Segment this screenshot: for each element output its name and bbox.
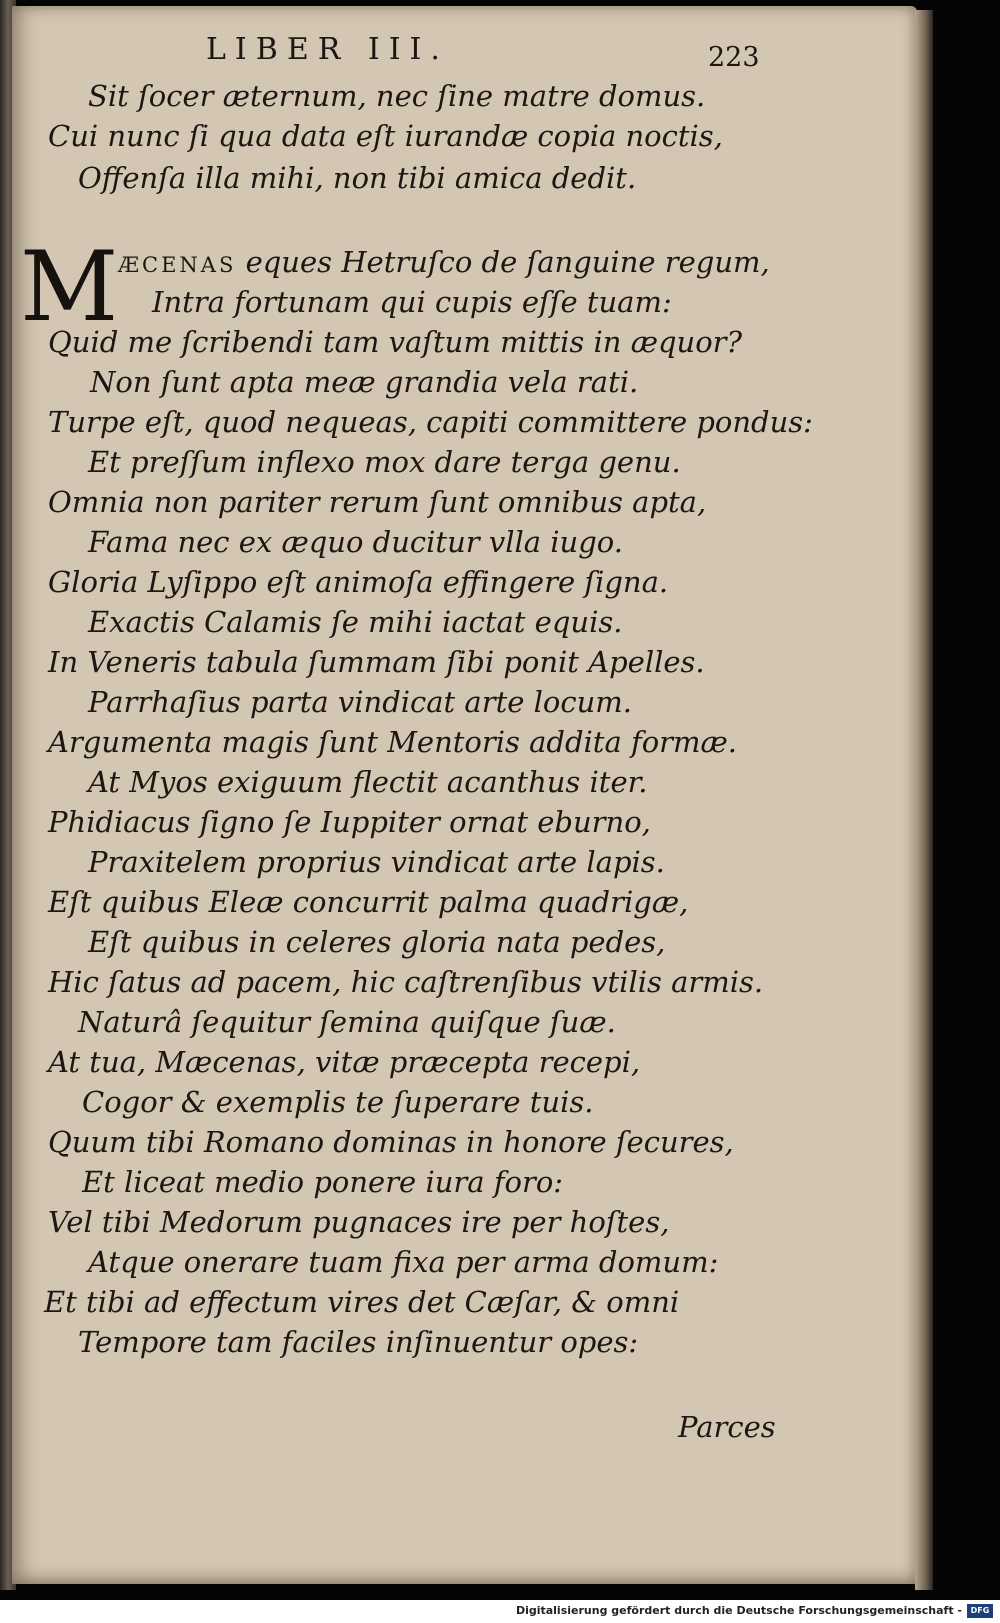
- verse-line: Vel tibi Medorum pugnaces ire per hoſtes,: [48, 1205, 670, 1239]
- digitization-credit: Digitalisierung gefördert durch die Deutsche Forschungsgemeinschaft -: [515, 1604, 962, 1617]
- verse-line: Cui nunc ſi qua data eſt iurandæ copia noctis,: [48, 119, 723, 153]
- verse-line: Quum tibi Romano dominas in honore ſecures,: [48, 1125, 734, 1159]
- catchword: Parces: [678, 1410, 776, 1444]
- verse-line: At tua, Mæcenas, vitæ præcepta recepi,: [48, 1045, 641, 1079]
- dfg-logo-icon: DFG: [967, 1604, 993, 1618]
- verse-line: Eſt quibus Eleæ concurrit palma quadrigæ,: [48, 885, 689, 919]
- drop-cap-initial: M: [20, 231, 119, 343]
- verse-line: Et preſſum inflexo mox dare terga genu.: [88, 445, 681, 479]
- verse-line: Omnia non pariter rerum ſunt omnibus apta,: [48, 485, 707, 519]
- verse-line: Et tibi ad effectum vires det Cæſar, & omni: [44, 1285, 680, 1319]
- verse-line: Argumenta magis ſunt Mentoris addita formæ.: [48, 725, 738, 759]
- verse-line: Et liceat medio ponere iura foro:: [82, 1165, 564, 1199]
- verse-line: Atque onerare tuam fixa per arma domum:: [88, 1245, 719, 1279]
- elegy-first-line: [118, 244, 770, 283]
- page-fore-edge: [915, 10, 933, 1590]
- verse-line: Naturâ ſequitur ſemina quiſque ſuæ.: [78, 1005, 616, 1039]
- verse-line: Fama nec ex æquo ducitur vlla iugo.: [88, 525, 623, 559]
- verse-line: Hic ſatus ad pacem, hic caſtrenſibus vtilis armis.: [48, 965, 764, 999]
- verse-line: Intra fortunam qui cupis eſſe tuam:: [152, 285, 672, 319]
- verse-line: Turpe eſt, quod nequeas, capiti committere pondus:: [48, 405, 813, 439]
- verse-line: Exactis Calamis ſe mihi iactat equis.: [88, 605, 623, 639]
- verse-line: Sit ſocer æternum, nec ſine matre domus.: [88, 79, 706, 113]
- first-line-rest: eques Hetruſco de ſanguine regum,: [245, 245, 770, 279]
- verse-line: Parrhaſius parta vindicat arte locum.: [88, 685, 632, 719]
- verse-line: Gloria Lyſippo eſt animoſa effingere ſigna.: [48, 565, 669, 599]
- verse-line: Tempore tam faciles inſinuentur opes:: [78, 1325, 639, 1359]
- verse-line: Quid me ſcribendi tam vaſtum mittis in æquor?: [48, 325, 743, 359]
- running-title: LIBER III.: [206, 32, 449, 67]
- verse-line: Cogor & exemplis te ſuperare tuis.: [82, 1085, 594, 1119]
- verse-line: At Myos exiguum flectit acanthus iter.: [88, 765, 648, 799]
- verse-line: In Veneris tabula ſummam ſibi ponit Apelles.: [48, 645, 705, 679]
- verse-line: Offenſa illa mihi, non tibi amica dedit.: [78, 161, 637, 195]
- verse-line: Phidiacus ſigno ſe Iuppiter ornat eburno,: [48, 805, 651, 839]
- verse-line: Praxitelem proprius vindicat arte lapis.: [88, 845, 665, 879]
- first-word-small-caps: ÆCENAS: [118, 253, 237, 277]
- verse-line: Eſt quibus in celeres gloria nata pedes,: [88, 925, 666, 959]
- page-number: 223: [708, 42, 760, 73]
- verse-line: Non ſunt apta meæ grandia vela rati.: [90, 365, 639, 399]
